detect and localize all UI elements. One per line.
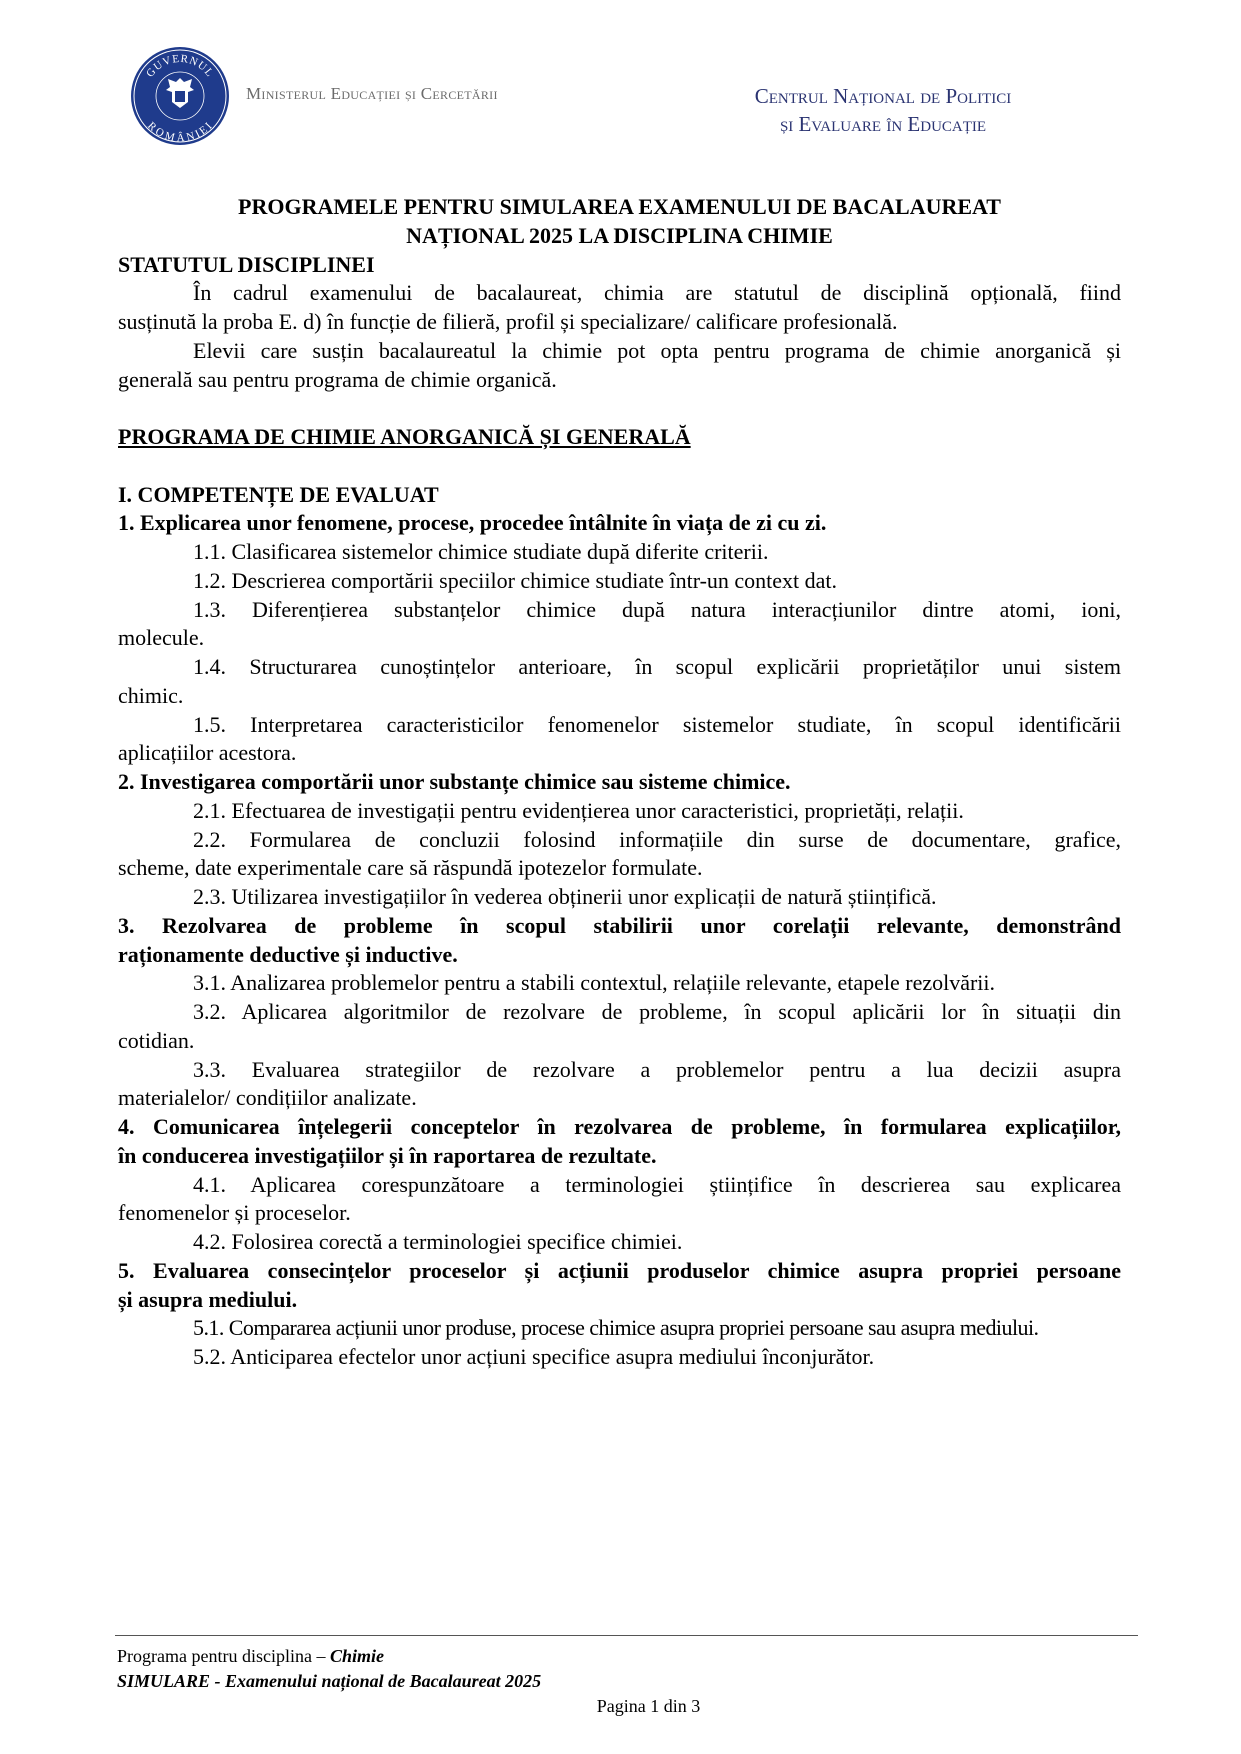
paragraph bbox=[118, 1056, 1121, 1114]
heading bbox=[118, 251, 1121, 280]
heading bbox=[118, 481, 1121, 510]
text-line: molecule. bbox=[118, 625, 205, 651]
footer-program-label: Programa pentru disciplina – bbox=[117, 1646, 330, 1666]
svg-text:ROMÂNIEI: ROMÂNIEI bbox=[145, 119, 216, 145]
paragraph bbox=[118, 1314, 1121, 1343]
text-line: 5.2. Anticiparea efectelor unor acțiuni specifice asupra mediului înconjurător. bbox=[193, 1344, 875, 1369]
text-line: 3. Rezolvarea de probleme în scopul stabilirii unor corelații relevante, demonstrând bbox=[118, 912, 1121, 938]
paragraph bbox=[118, 596, 1121, 654]
text-line: 1.4. Structurarea cunoștințelor anterioare, în scopul explicării proprietăților unui sistem bbox=[193, 654, 1121, 679]
text-line: fenomenelor și proceselor. bbox=[118, 1200, 351, 1226]
blank-line bbox=[118, 452, 1121, 481]
ministry-name: Ministerul Educației și Cercetării bbox=[246, 84, 498, 103]
cnpee-line-2: și Evaluare în Educație bbox=[779, 112, 987, 136]
text-line: chimic. bbox=[118, 682, 184, 708]
heading bbox=[118, 509, 1121, 538]
heading bbox=[118, 193, 1121, 251]
paragraph bbox=[118, 538, 1121, 567]
heading bbox=[118, 912, 1121, 970]
text-line: raționamente deductive și inductive. bbox=[118, 941, 458, 967]
text-line: PROGRAMA DE CHIMIE ANORGANICĂ ȘI GENERALĂ bbox=[118, 424, 691, 449]
text-line: 3.1. Analizarea problemelor pentru a stabili contextul, relațiile relevante, etapele rezolvării. bbox=[193, 970, 996, 996]
text-line: 4.2. Folosirea corectă a terminologiei specifice chimiei. bbox=[193, 1229, 683, 1254]
text-line: 4.1. Aplicarea corespunzătoare a terminologiei științifice în descrierea sau explicarea bbox=[193, 1171, 1121, 1197]
paragraph bbox=[118, 1343, 1121, 1372]
text-line: 1.2. Descrierea comportării speciilor chimice studiate într-un context dat. bbox=[193, 567, 838, 593]
page-footer bbox=[117, 1644, 1140, 1719]
footer-divider bbox=[115, 1635, 1138, 1636]
svg-text:GUVERNUL: GUVERNUL bbox=[144, 52, 217, 80]
footer-subject: Chimie bbox=[329, 1646, 384, 1666]
text-line: NAȚIONAL 2025 LA DISCIPLINA CHIMIE bbox=[406, 222, 833, 248]
text-line: și asupra mediului. bbox=[118, 1286, 298, 1312]
heading bbox=[118, 423, 1121, 452]
footer-program-line bbox=[117, 1644, 1140, 1669]
page-number: Pagina 1 din 3 bbox=[596, 1696, 701, 1716]
paragraph bbox=[118, 653, 1121, 711]
text-line: 1. Explicarea unor fenomene, procese, procedee întâlnite în viața de zi cu zi. bbox=[118, 510, 827, 536]
text-line: 5.1. Compararea acțiunii unor produse, procese chimice asupra propriei persoane sau asupra mediului. bbox=[193, 1315, 1039, 1341]
paragraph bbox=[118, 1171, 1121, 1229]
text-line: 3.3. Evaluarea strategiilor de rezolvare a problemelor pentru a lua decizii asupra bbox=[193, 1056, 1121, 1082]
text-line: STATUTUL DISCIPLINEI bbox=[118, 251, 375, 277]
text-line: generală sau pentru programa de chimie organică. bbox=[118, 366, 557, 392]
paragraph bbox=[118, 711, 1121, 769]
footer-exam-title: SIMULARE - Examenului național de Bacalaureat 2025 bbox=[117, 1671, 542, 1691]
document-body bbox=[118, 193, 1121, 1372]
paragraph bbox=[118, 279, 1121, 337]
text-line: 5. Evaluarea consecințelor proceselor și acțiunii produselor chimice asupra propriei persoane bbox=[118, 1257, 1121, 1283]
text-line: scheme, date experimentale care să răspundă ipotezelor formulate. bbox=[118, 855, 703, 881]
text-line: 3.2. Aplicarea algoritmilor de rezolvare de probleme, în scopul aplicării lor în situații din bbox=[193, 999, 1121, 1024]
heading bbox=[118, 1257, 1121, 1315]
paragraph bbox=[118, 567, 1121, 596]
government-seal-logo bbox=[130, 46, 230, 146]
text-line: aplicațiilor acestora. bbox=[118, 740, 297, 766]
text-line: 2.3. Utilizarea investigațiilor în vederea obținerii unor explicații de natură științifică. bbox=[193, 884, 937, 909]
cnpee-line-1: Centrul Național de Politici bbox=[754, 84, 1012, 108]
text-line: 1.1. Clasificarea sistemelor chimice studiate după diferite criterii. bbox=[193, 539, 769, 564]
text-line: cotidian. bbox=[118, 1027, 195, 1053]
paragraph bbox=[118, 337, 1121, 395]
paragraph bbox=[118, 826, 1121, 884]
paragraph bbox=[118, 998, 1121, 1056]
text-line: materialelor/ condițiilor analizate. bbox=[118, 1085, 417, 1111]
cnpee-name bbox=[700, 82, 1066, 138]
heading bbox=[118, 768, 1121, 797]
heading bbox=[118, 1113, 1121, 1171]
footer-exam-line bbox=[117, 1669, 1140, 1694]
text-line: în conducerea investigațiilor și în raportarea de rezultate. bbox=[118, 1142, 657, 1168]
text-line: 1.3. Diferențierea substanțelor chimice după natura interacțiunilor dintre atomi, ioni, bbox=[193, 596, 1121, 622]
text-line: Elevii care susțin bacalaureatul la chimie pot opta pentru programa de chimie anorganică și bbox=[193, 337, 1121, 363]
paragraph bbox=[118, 797, 1121, 826]
text-line: PROGRAMELE PENTRU SIMULAREA EXAMENULUI DE BACALAUREAT bbox=[238, 194, 1001, 219]
text-line: 2.2. Formularea de concluzii folosind informațiile din surse de documentare, grafice, bbox=[193, 826, 1121, 852]
text-line: susținută la proba E. d) în funcție de filieră, profil și specializare/ calificare profesională. bbox=[118, 309, 898, 334]
text-line: 2.1. Efectuarea de investigații pentru evidențierea unor caracteristici, proprietăți, relații. bbox=[193, 797, 964, 823]
paragraph bbox=[118, 883, 1121, 912]
text-line: 1.5. Interpretarea caracteristicilor fenomenelor sistemelor studiate, în scopul identificării bbox=[193, 711, 1121, 737]
paragraph bbox=[118, 969, 1121, 998]
text-line: În cadrul examenului de bacalaureat, chimia are statutul de disciplină opțională, fiind bbox=[193, 280, 1121, 306]
text-line: I. COMPETENȚE DE EVALUAT bbox=[118, 481, 439, 507]
blank-line bbox=[118, 394, 1121, 423]
text-line: 4. Comunicarea înțelegerii conceptelor în rezolvarea de probleme, în formularea explicațiilor, bbox=[118, 1114, 1121, 1139]
text-line: 2. Investigarea comportării unor substanțe chimice sau sisteme chimice. bbox=[118, 769, 791, 794]
paragraph bbox=[118, 1228, 1121, 1257]
